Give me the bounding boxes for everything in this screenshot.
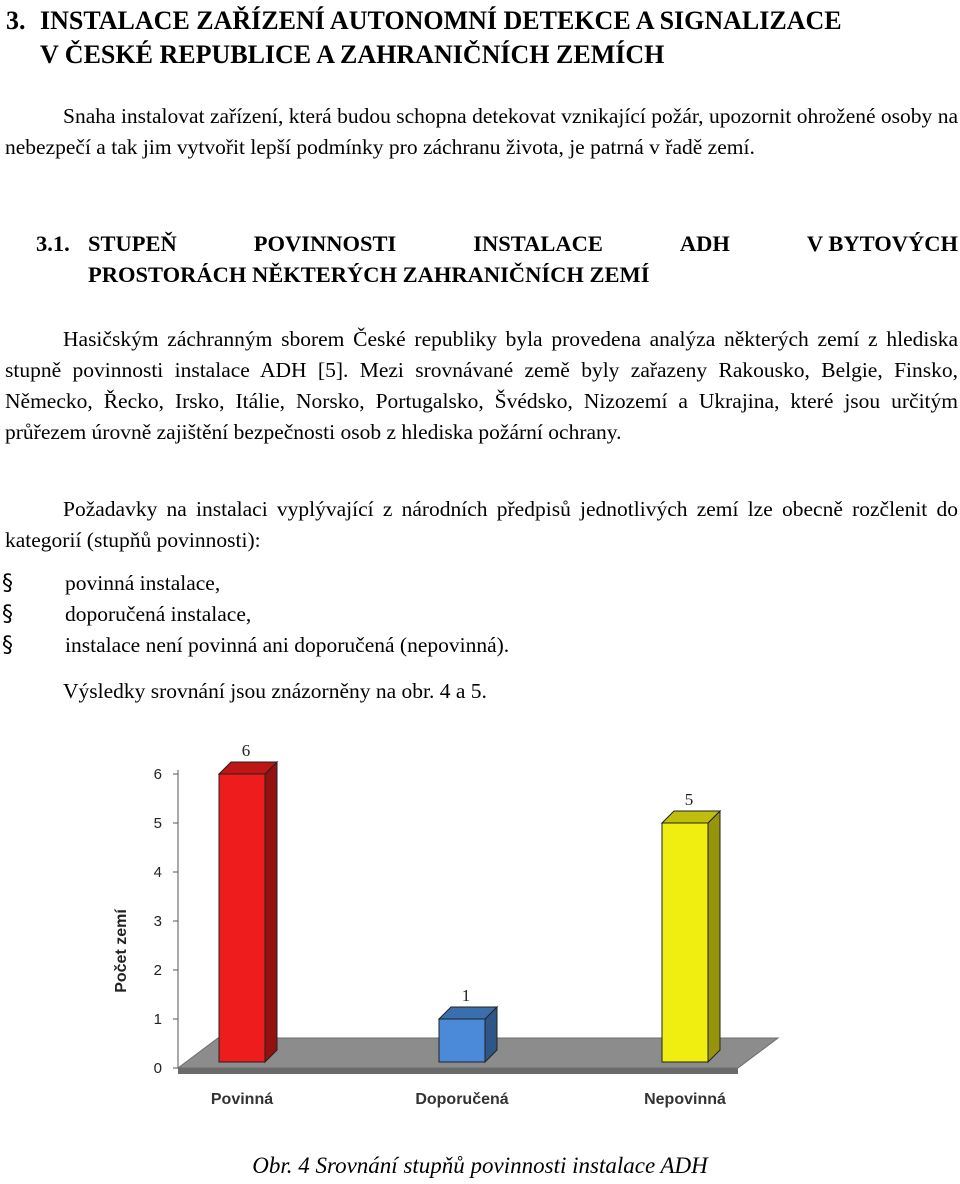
y-tick-label: 5 xyxy=(153,815,162,832)
bar-chart-svg xyxy=(113,726,860,1146)
y-tick-label: 4 xyxy=(153,864,162,881)
y-tick-label: 0 xyxy=(153,1060,162,1077)
paragraph-analysis-text: Hasičským záchranným sborem České republiky byla provedena analýza některých zemí z hlediska stupně povinnosti instalace ADH [5]. Mezi srovnávané země byly zařazeny Rakousko, Belgie, Finsko, Německo, Řecko, Irsko, Itálie, Norsko, Portugalsko, Švédsko, Nizozemí a Ukrajina, které jsou určitým průřezem úrovně zajištění bezpečnosti osob z hlediska požární ochrany. xyxy=(5,327,958,444)
title-number: 3. xyxy=(6,6,26,35)
paragraph-requirements-text: Požadavky na instalaci vyplývající z národních předpisů jednotlivých zemí lze obecně rozčlenit do kategorií (stupňů povinnosti): xyxy=(5,497,958,552)
bullet-icon: § xyxy=(2,602,13,627)
y-tick-label: 3 xyxy=(153,913,162,930)
section-heading xyxy=(36,228,958,290)
title-line-2: V ČESKÉ REPUBLICE A ZAHRANIČNÍCH ZEMÍCH xyxy=(40,40,665,69)
list-item xyxy=(0,599,960,630)
y-tick-label: 2 xyxy=(153,962,162,979)
data-label: 5 xyxy=(684,790,694,809)
paragraph-analysis xyxy=(5,324,958,448)
bar xyxy=(219,774,265,1062)
y-tick-label: 1 xyxy=(153,1011,162,1028)
x-tick-label: Nepovinná xyxy=(644,1091,726,1108)
page-title xyxy=(6,4,956,72)
y-axis-label: Počet zemí xyxy=(113,909,130,993)
list-item xyxy=(0,630,960,661)
section-heading-row-2: PROSTORÁCH NĚKTERÝCH ZAHRANIČNÍCH ZEMÍ xyxy=(88,262,650,287)
section-number: 3.1. xyxy=(36,231,70,256)
bar xyxy=(662,823,708,1062)
bar-side xyxy=(265,762,277,1062)
results-sentence: Výsledky srovnání jsou znázorněny na obr. 4 a 5. xyxy=(63,679,487,703)
list-item-text: povinná instalace, xyxy=(65,571,221,595)
paragraph-requirements xyxy=(5,494,958,556)
bullet-icon: § xyxy=(2,571,13,596)
section-word-4: ADH xyxy=(679,231,730,256)
list-item-text: doporučená instalace, xyxy=(65,602,252,626)
list-item xyxy=(0,568,960,599)
section-heading-row-1 xyxy=(36,228,958,259)
section-word-5: V BYTOVÝCH xyxy=(806,231,958,256)
x-tick-label: Povinná xyxy=(210,1091,274,1108)
category-list xyxy=(0,568,960,661)
bar-chart xyxy=(113,726,860,1146)
data-label: 6 xyxy=(241,741,251,760)
bar-side xyxy=(708,811,720,1062)
title-line-1: INSTALACE ZAŘÍZENÍ AUTONOMNÍ DETEKCE A SIGNALIZACE xyxy=(40,6,842,35)
bullet-icon: § xyxy=(2,633,13,658)
section-word-1: STUPEŇ xyxy=(88,231,177,256)
x-tick-label: Doporučená xyxy=(415,1091,509,1108)
section-word-3: INSTALACE xyxy=(473,231,603,256)
intro-text: Snaha instalovat zařízení, která budou schopna detekovat vznikající požár, upozornit ohrožené osoby na nebezpečí a tak jim vytvořit lepší podmínky pro záchranu života, je patrná v řadě zemí. xyxy=(5,104,958,159)
section-word-2: POVINNOSTI xyxy=(253,231,397,256)
intro-paragraph xyxy=(5,101,958,163)
chart-floor-edge xyxy=(178,1068,738,1074)
data-label: 1 xyxy=(461,986,471,1005)
bar xyxy=(439,1019,485,1062)
y-tick-label: 6 xyxy=(153,766,162,783)
figure-caption: Obr. 4 Srovnání stupňů povinnosti instalace ADH xyxy=(252,1153,708,1178)
list-item-text: instalace není povinná ani doporučená (nepovinná). xyxy=(65,633,510,657)
